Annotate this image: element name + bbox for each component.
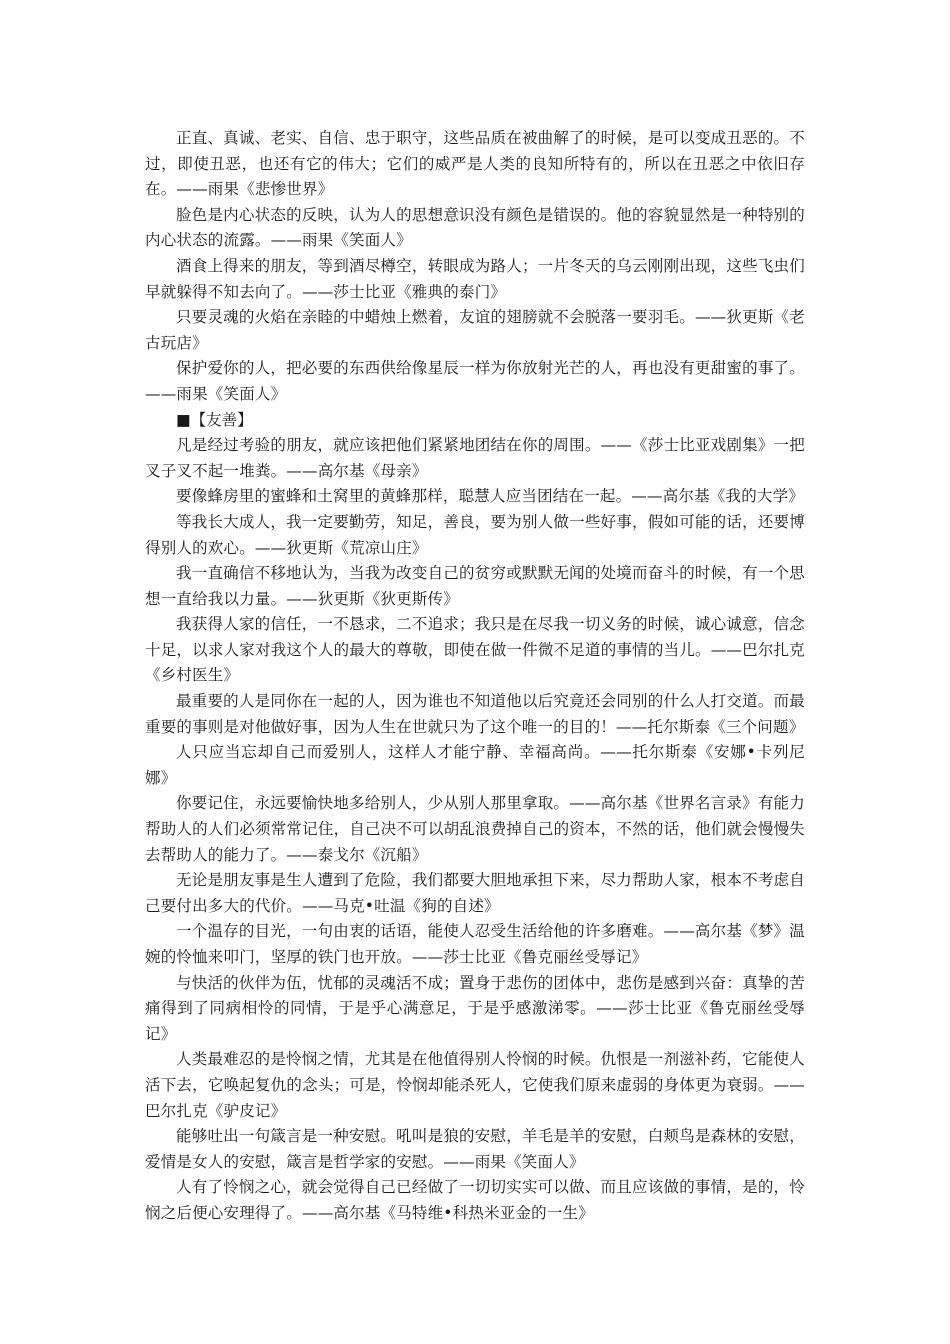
paragraph: 保护爱你的人，把必要的东西供给像星辰一样为你放射光芒的人，再也没有更甜蜜的事了。——雨果《笑面人》 [145, 359, 805, 403]
paragraph: 我一直确信不移地认为，当我为改变自己的贫穷或默默无闻的处境而奋斗的时候，有一个思想一直给我以力量。——狄更斯《狄更斯传》 [145, 564, 805, 608]
document-page [145, 126, 805, 1227]
paragraph: 无论是朋友事是生人遭到了危险，我们都要大胆地承担下来，尽力帮助人家，根本不考虑自己要付出多大的代价。——马克•吐温《狗的自述》 [145, 871, 805, 915]
paragraph: 人有了怜悯之心，就会觉得自己已经做了一切切实实可以做、而且应该做的事情，是的，怜悯之后便心安理得了。——高尔基《马特维•科热米亚金的一生》 [145, 1178, 805, 1222]
paragraph: 人类最难忍的是怜悯之情，尤其是在他值得别人怜悯的时候。仇恨是一剂滋补药，它能使人活下去，它唤起复仇的念头；可是，怜悯却能杀死人，它使我们原来虚弱的身体更为衰弱。——巴尔扎克《驴皮记》 [145, 1050, 805, 1120]
paragraph: 你要记住，永远要愉快地多给别人，少从别人那里拿取。——高尔基《世界名言录》有能力帮助人的人们必须常常记住，自己决不可以胡乱浪费掉自己的资本，不然的话，他们就会慢慢失去帮助人的能力了。——泰戈尔《沉船》 [145, 794, 805, 864]
paragraph: 正直、真诚、老实、自信、忠于职守，这些品质在被曲解了的时候，是可以变成丑恶的。不过，即使丑恶，也还有它的伟大；它们的威严是人类的良知所特有的，所以在丑恶之中依旧存在。——雨果《悲惨世界》 [145, 129, 805, 199]
paragraph: 人只应当忘却自己而爱别人，这样人才能宁静、幸福高尚。——托尔斯泰《安娜•卡列尼娜》 [145, 743, 805, 787]
paragraph: 脸色是内心状态的反映，认为人的思想意识没有颜色是错误的。他的容貌显然是一种特别的内心状态的流露。——雨果《笑面人》 [145, 205, 805, 250]
paragraph: 酒食上得来的朋友，等到酒尽樽空，转眼成为路人；一片冬天的乌云刚刚出现，这些飞虫们早就躲得不知去向了。——莎士比亚《雅典的泰门》 [145, 256, 805, 301]
paragraph: 我获得人家的信任，一不恳求，二不追求；我只是在尽我一切义务的时候，诚心诚意，信念十足，以求人家对我这个人的最大的尊敬，即使在做一件微不足道的事情的当儿。——巴尔扎克《乡村医生》 [145, 615, 805, 685]
paragraph: 只要灵魂的火焰在亲睦的中蜡烛上燃着，友谊的翅膀就不会脱落一要羽毛。——狄更斯《老古玩店》 [145, 308, 805, 352]
section-heading: ■【友善】 [176, 410, 253, 429]
paragraph: 最重要的人是同你在一起的人，因为谁也不知道他以后究竟还会同别的什么人打交道。而最重要的事则是对他做好事，因为人生在世就只为了这个唯一的目的！——托尔斯泰《三个问题》 [145, 692, 805, 736]
paragraph: 等我长大成人，我一定要勤劳，知足，善良，要为别人做一些好事，假如可能的话，还要博得别人的欢心。——狄更斯《荒凉山庄》 [145, 512, 805, 557]
paragraph: 与快活的伙伴为伍，忧郁的灵魂活不成；置身于悲伤的团体中，悲伤是感到兴奋：真挚的苦痛得到了同病相怜的同情，于是乎心满意足，于是乎感激涕零。——莎士比亚《鲁克丽丝受辱记》 [145, 973, 805, 1043]
paragraph: 一个温存的目光，一句由衷的话语，能使人忍受生活给他的许多磨难。——高尔基《梦》温婉的怜恤来叩门，坚厚的铁门也开放。——莎士比亚《鲁克丽丝受辱记》 [145, 922, 805, 966]
paragraph: 能够吐出一句箴言是一种安慰。吼叫是狼的安慰，羊毛是羊的安慰，白颊鸟是森林的安慰，爱情是女人的安慰，箴言是哲学家的安慰。——雨果《笑面人》 [145, 1127, 805, 1171]
paragraph: 凡是经过考验的朋友，就应该把他们紧紧地团结在你的周围。——《莎士比亚戏剧集》一把叉子叉不起一堆粪。——高尔基《母亲》 [145, 436, 805, 480]
paragraph: 要像蜂房里的蜜蜂和土窝里的黄蜂那样，聪慧人应当团结在一起。——高尔基《我的大学》 [176, 487, 805, 506]
